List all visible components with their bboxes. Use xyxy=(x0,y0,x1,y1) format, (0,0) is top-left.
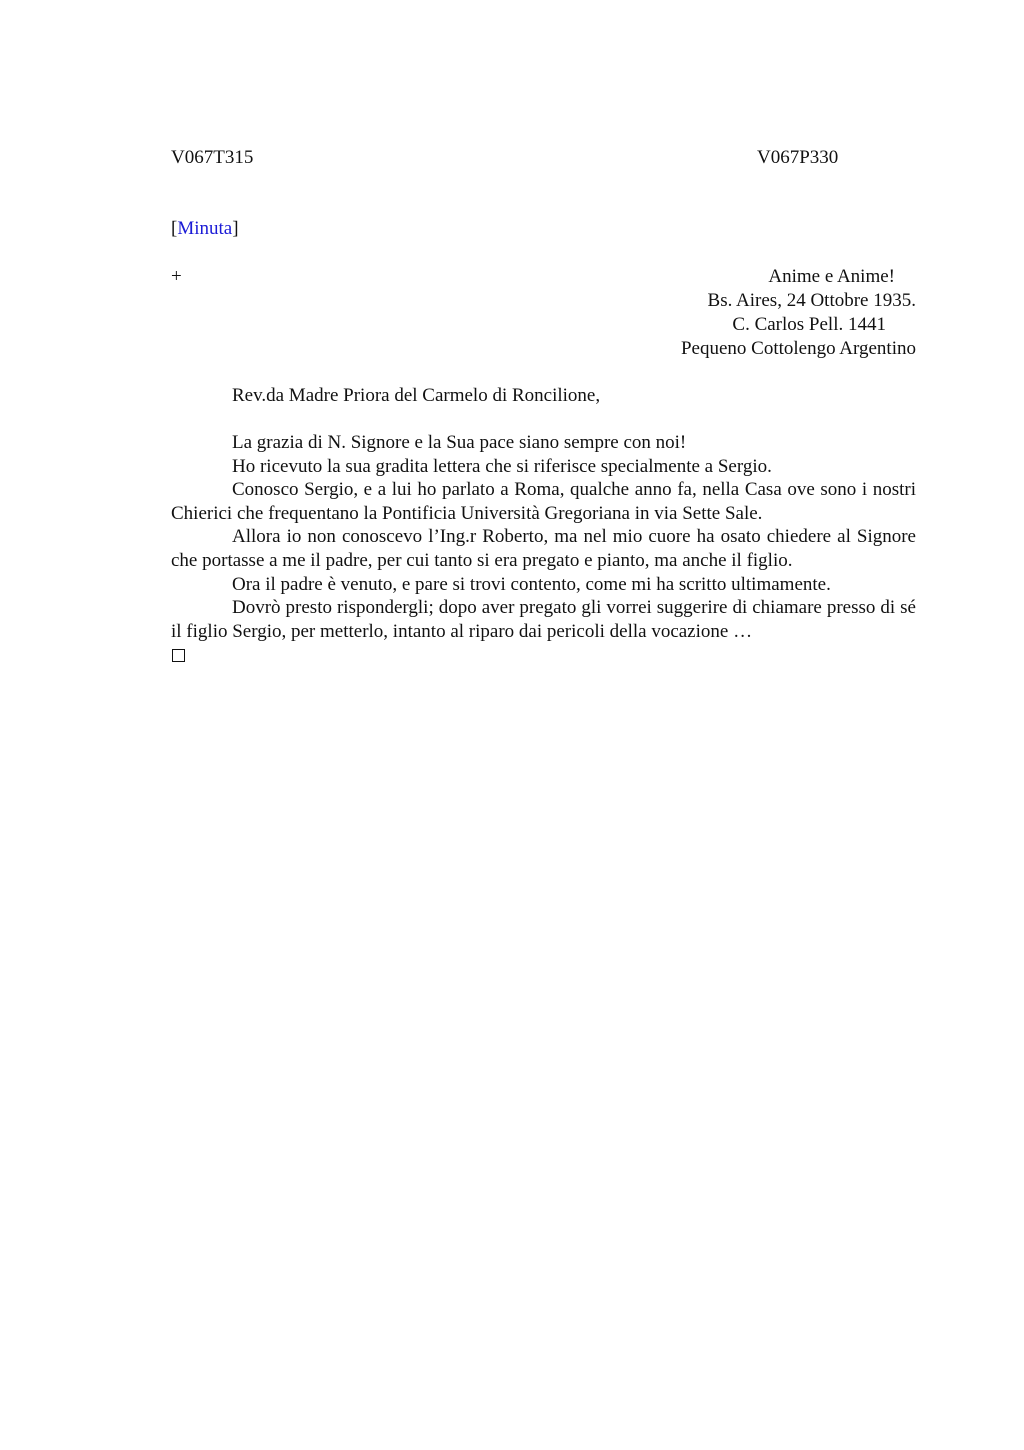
cross-symbol: + xyxy=(171,266,182,287)
minuta-label xyxy=(171,217,239,241)
paragraph: Dovrò presto rispondergli; dopo aver pregato gli vorrei suggerire di chiamare presso di sé il figlio Sergio, per metterlo, intanto al riparo dai pericoli della vocazione … xyxy=(171,597,916,642)
paragraph: Ora il padre è venuto, e pare si trovi contento, come mi ha scritto ultimamente. xyxy=(232,573,831,595)
paragraph: Conosco Sergio, e a lui ho parlato a Roma, qualche anno fa, nella Casa ove sono i nostri Chierici che frequentano la Pontificia Università Gregoriana in via Sette Sale. xyxy=(171,479,916,524)
salutation: Rev.da Madre Priora del Carmelo di Roncilione, xyxy=(232,385,601,406)
header-place-date: Bs. Aires, 24 Ottobre 1935. xyxy=(707,290,916,311)
document-code-left: V067T315 xyxy=(171,147,254,168)
checkbox-square-icon xyxy=(172,649,185,662)
bracket-close: ] xyxy=(232,218,239,239)
document-code-right: V067P330 xyxy=(757,147,839,168)
header-institution: Pequeno Cottolengo Argentino xyxy=(680,338,916,359)
bracket-open: [ xyxy=(171,218,178,239)
paragraph: La grazia di N. Signore e la Sua pace siano sempre con noi! xyxy=(232,432,687,453)
paragraph: Ho ricevuto la sua gradita lettera che si riferisce specialmente a Sergio. xyxy=(232,455,772,477)
minuta-link[interactable]: Minuta xyxy=(177,218,233,239)
paragraph: Allora io non conoscevo l’Ing.r Roberto, ma nel mio cuore ha osato chiedere al Signore che portasse a me il padre, per cui tanto si era pregato e pianto, ma anche il figlio. xyxy=(171,526,916,571)
letter-body xyxy=(171,431,916,643)
header-address: C. Carlos Pell. 1441 xyxy=(732,314,886,335)
header-motto: Anime e Anime! xyxy=(768,266,895,287)
